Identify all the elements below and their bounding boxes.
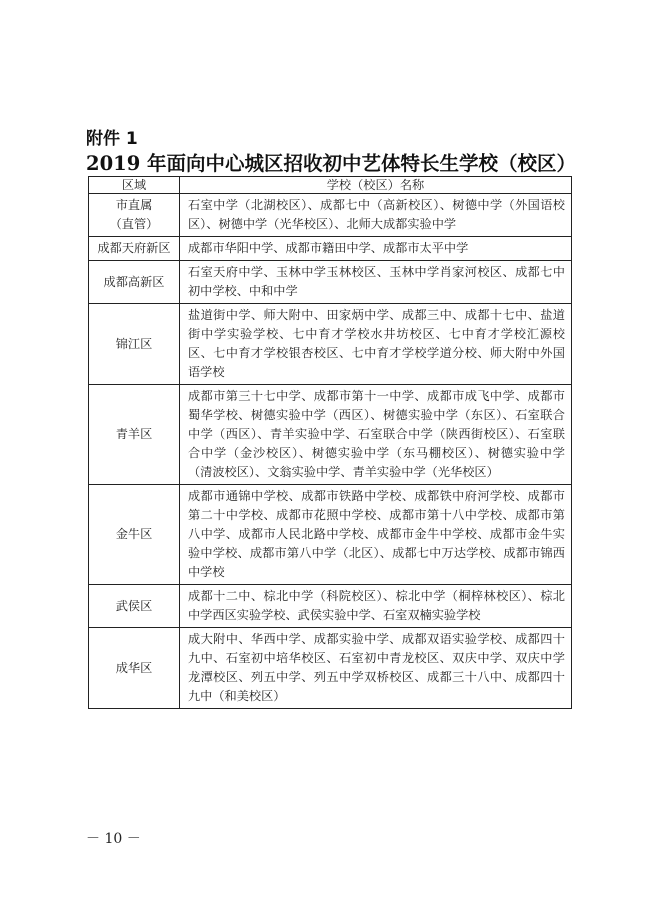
header-school-name: 学校（校区）名称 — [180, 177, 572, 194]
table-header-row — [89, 177, 572, 194]
table-row — [89, 628, 572, 709]
region-cell: 武侯区 — [89, 585, 180, 628]
region-cell: 金牛区 — [89, 485, 180, 585]
header-region: 区域 — [89, 177, 180, 194]
table-row — [89, 585, 572, 628]
table-row — [89, 194, 572, 237]
schools-cell: 石室天府中学、玉林中学玉林校区、玉林中学肖家河校区、成都七中初中学校、中和中学 — [180, 261, 572, 304]
region-cell — [89, 194, 180, 237]
table-row — [89, 261, 572, 304]
schools-cell: 成大附中、华西中学、成都实验中学、成都双语实验学校、成都四十九中、石室初中培华校区、石室初中青龙校区、双庆中学、双庆中学龙潭校区、列五中学、列五中学双桥校区、成都三十八中、成都四十九中（和美校区） — [180, 628, 572, 709]
document-title: 2019 年面向中心城区招收初中艺体特长生学校（校区） — [86, 152, 577, 175]
schools-table — [88, 176, 572, 709]
region-cell: 青羊区 — [89, 385, 180, 485]
schools-cell: 成都十二中、棕北中学（科院校区）、棕北中学（桐梓林校区）、棕北中学西区实验学校、武侯实验中学、石室双楠实验学校 — [180, 585, 572, 628]
region-cell: 锦江区 — [89, 304, 180, 385]
schools-cell: 成都市通锦中学校、成都市铁路中学校、成都铁中府河学校、成都市第二十中学校、成都市花照中学校、成都市第十八中学校、成都市第八中学、成都市人民北路中学校、成都市金牛中学校、成都市金牛实验中学校、成都市第八中学（北区）、成都七中万达学校、成都市锦西中学校 — [180, 485, 572, 585]
region-cell: 成都天府新区 — [89, 237, 180, 261]
table-row — [89, 304, 572, 385]
page-number: － 10 － — [86, 831, 141, 847]
attachment-label: 附件 1 — [86, 129, 138, 149]
region-label: 市直属（直管） — [109, 198, 159, 231]
table-row — [89, 237, 572, 261]
schools-cell: 盐道街中学、师大附中、田家炳中学、成都三中、成都十七中、盐道街中学实验学校、七中育才学校水井坊校区、七中育才学校汇源校区、七中育才学校银杏校区、七中育才学校学道分校、师大附中外国语学校 — [180, 304, 572, 385]
region-cell: 成华区 — [89, 628, 180, 709]
table-row — [89, 385, 572, 485]
schools-cell: 成都市华阳中学、成都市籍田中学、成都市太平中学 — [180, 237, 572, 261]
table-row — [89, 485, 572, 585]
schools-cell: 石室中学（北湖校区）、成都七中（高新校区）、树德中学（外国语校区）、树德中学（光华校区）、北师大成都实验中学 — [180, 194, 572, 237]
region-cell: 成都高新区 — [89, 261, 180, 304]
schools-cell: 成都市第三十七中学、成都市第十一中学、成都市成飞中学、成都市蜀华学校、树德实验中学（西区）、树德实验中学（东区）、石室联合中学（西区）、青羊实验中学、石室联合中学（陕西街校区）、石室联合中学（金沙校区）、树德实验中学（东马棚校区）、树德实验中学（清波校区）、文翁实验中学、青羊实验中学（光华校区） — [180, 385, 572, 485]
